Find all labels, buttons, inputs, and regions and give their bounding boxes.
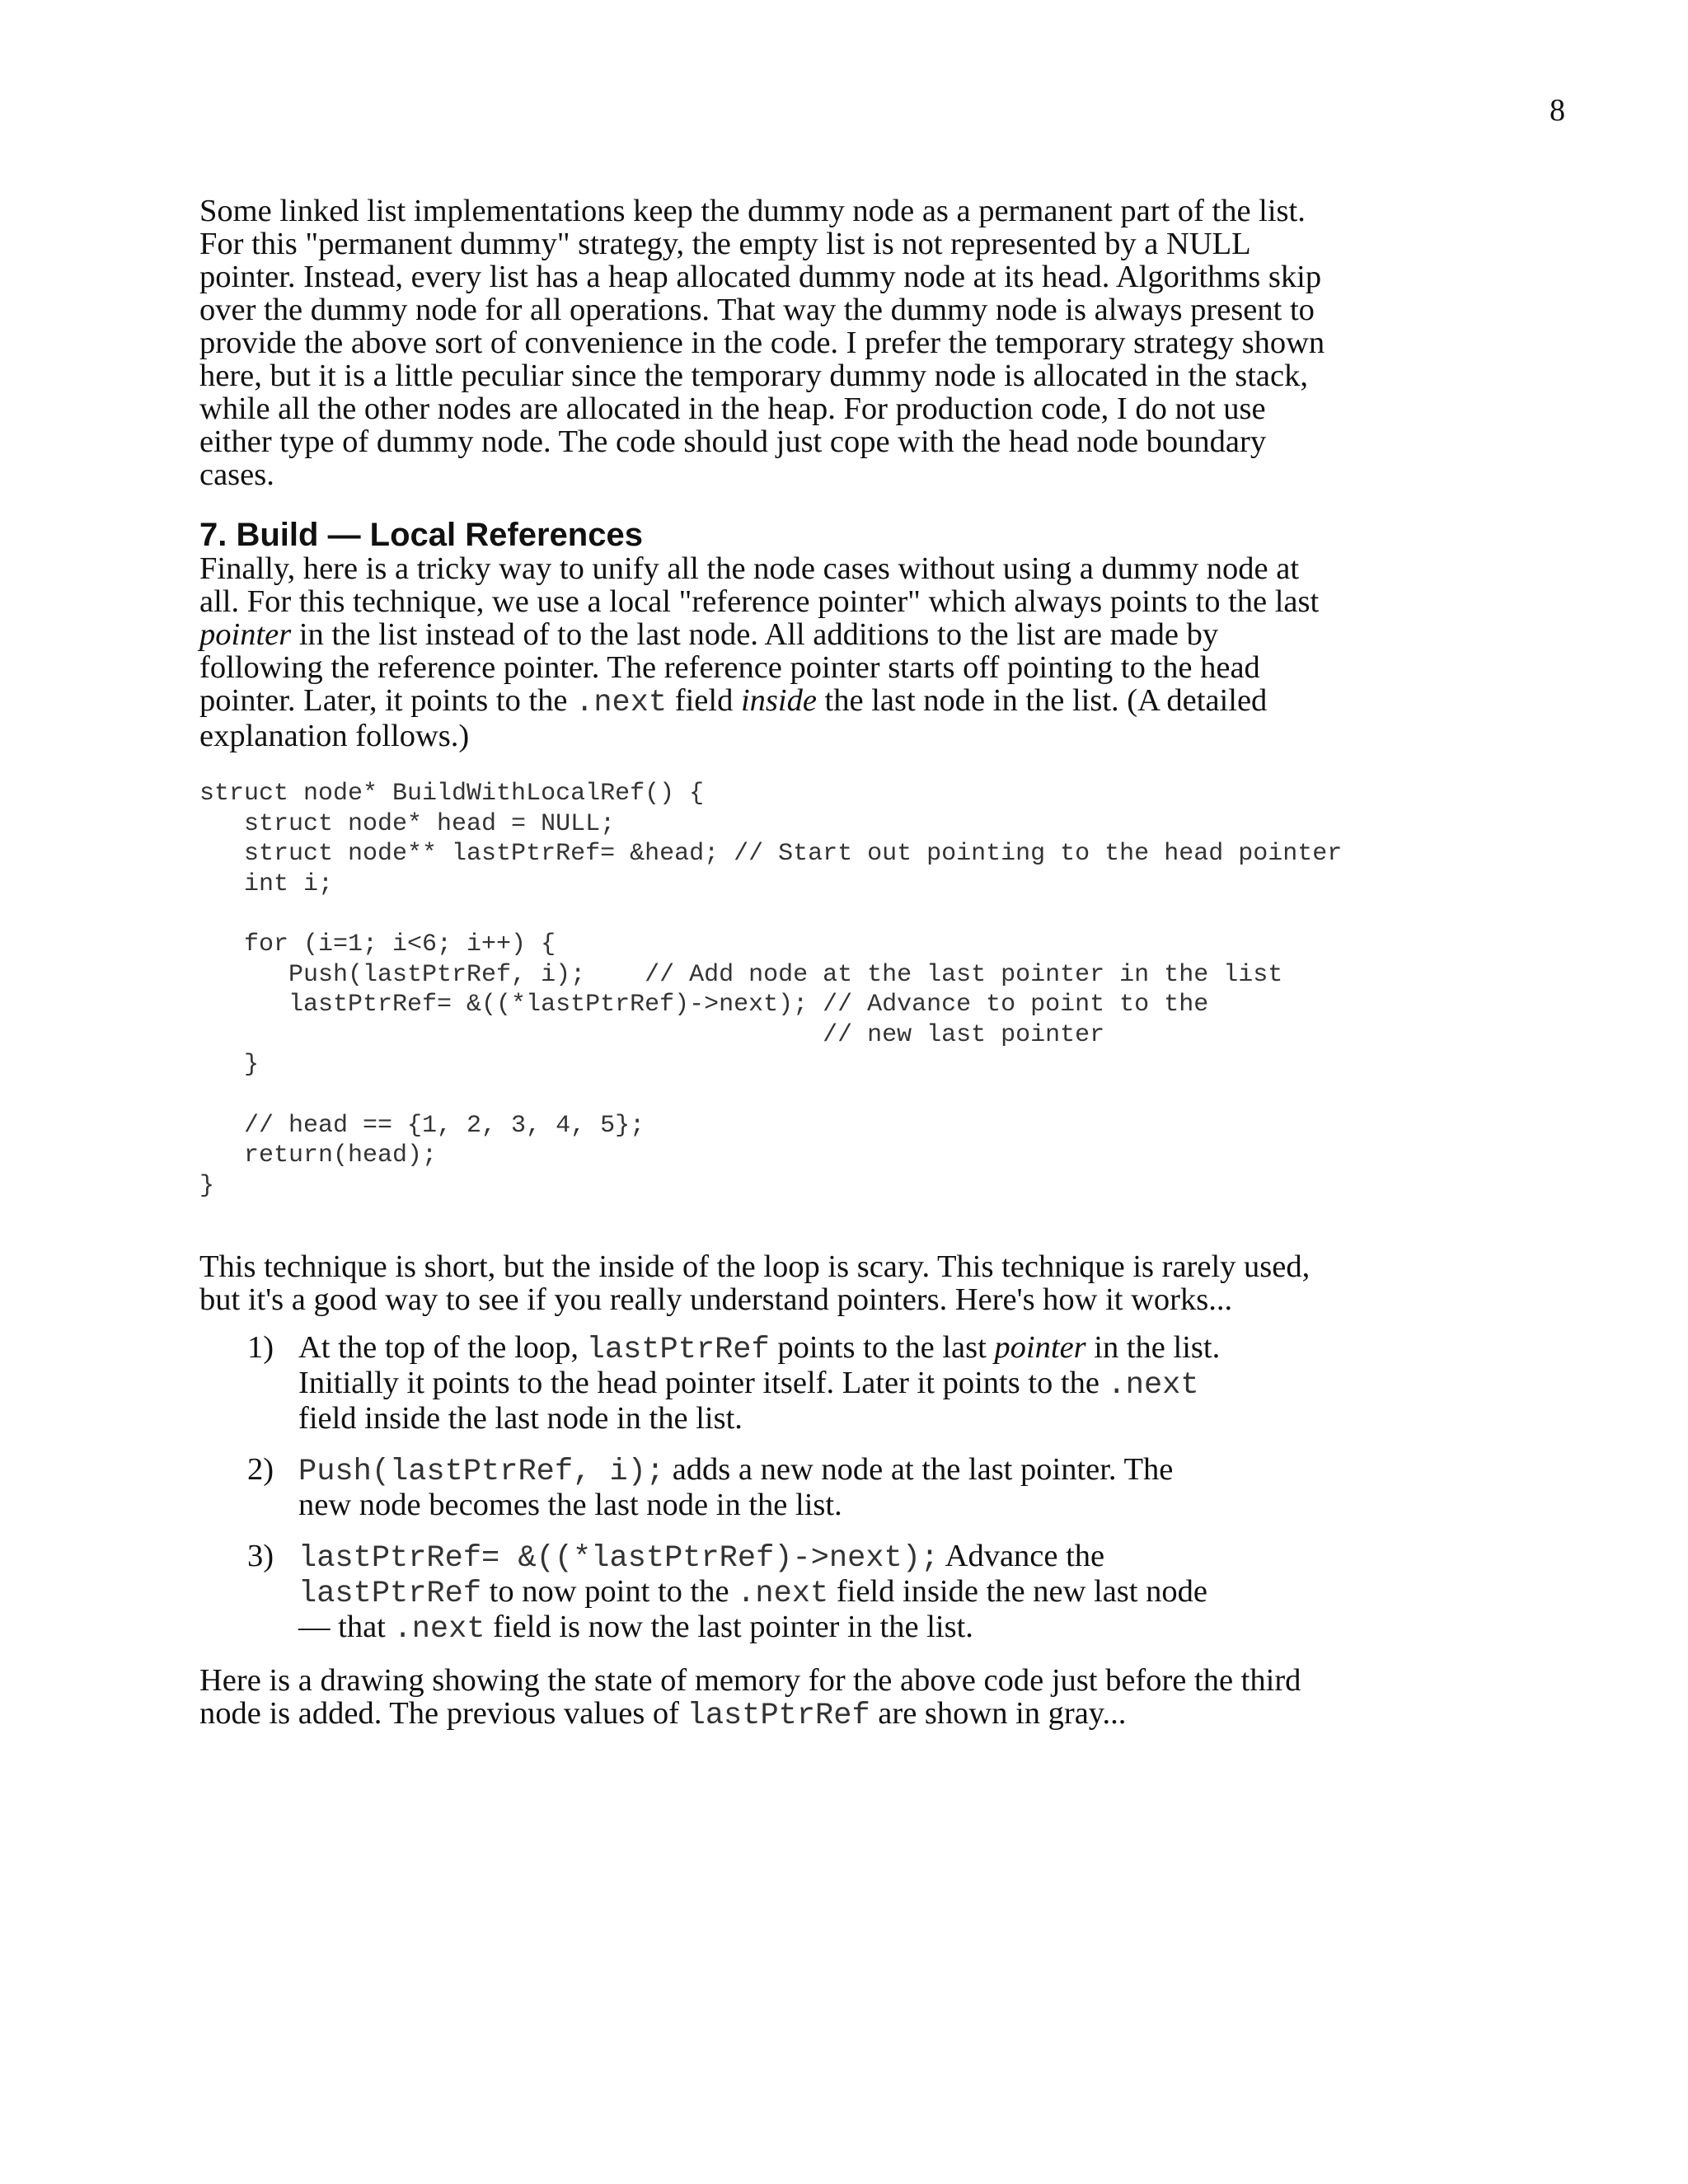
intro-line: either type of dummy node. The code should just cope with the head node boundary	[199, 424, 1267, 459]
closing-line: are shown in gray...	[870, 1696, 1127, 1732]
inline-code: .next	[393, 1612, 485, 1647]
inline-code: lastPtrRef	[586, 1333, 770, 1368]
section-line: pointer. Later, it points to the	[199, 683, 576, 718]
technique-paragraph	[199, 1250, 1485, 1316]
section-text: field	[667, 683, 741, 718]
section-paragraph	[199, 552, 1485, 752]
intro-line: Some linked list implementations keep the dummy node as a permanent part of the list.	[199, 194, 1306, 228]
step-text: field inside the last node in the list.	[298, 1401, 743, 1436]
inline-code: lastPtrRef	[298, 1577, 482, 1612]
inline-code: .next	[575, 686, 668, 720]
step-text: to now point to the	[481, 1574, 738, 1610]
step-number: 3)	[247, 1539, 274, 1574]
step-text: adds a new node at the last pointer. The	[664, 1452, 1174, 1488]
page-content	[199, 194, 1485, 1732]
section-heading: 7. Build — Local References	[199, 517, 643, 553]
page-number: 8	[1550, 93, 1565, 128]
inline-code: lastPtrRef	[687, 1699, 870, 1734]
section-line: in the list instead of to the last node. All additions to the list are made by	[291, 617, 1219, 652]
closing-paragraph	[199, 1664, 1485, 1732]
technique-line: This technique is short, but the inside of the loop is scary. This technique is rarely used,	[199, 1249, 1311, 1285]
step-text: field is now the last pointer in the list.	[485, 1610, 973, 1645]
closing-line: Here is a drawing showing the state of memory for the above code just before the third	[199, 1663, 1301, 1699]
intro-line: For this "permanent dummy" strategy, the empty list is not represented by a NULL	[199, 227, 1251, 261]
inline-code: lastPtrRef= &((*lastPtrRef)->next);	[298, 1541, 940, 1577]
code-block: struct node* BuildWithLocalRef() { struct node* head = NULL; struct node** lastPtrRef= &head; // Start out pointing to the head pointer int i; for (i=1; i<6; i++) { Push(lastPtrRef, i); // Add node at the last pointer in the list lastPtrRef= &((*lastPtrRef)->next); // Advance to point to the // new last pointer } // head == {1, 2, 3, 4, 5}; return(head); }	[199, 780, 1343, 1200]
section-line: all. For this technique, we use a local "reference pointer" which always points to the last	[199, 584, 1320, 619]
section-text: the last node in the list. (A detailed	[816, 683, 1268, 718]
step-text: Initially it points to the head pointer itself. Later it points to the	[298, 1366, 1108, 1401]
emphasis-pointer: pointer	[994, 1330, 1086, 1366]
section-line: explanation follows.)	[199, 719, 470, 753]
inline-code: .next	[737, 1577, 829, 1612]
step-text: Advance the	[939, 1539, 1105, 1574]
step-number: 1)	[247, 1330, 274, 1366]
intro-line: while all the other nodes are allocated in the heap. For production code, I do not use	[199, 391, 1266, 426]
inline-code: .next	[1107, 1368, 1199, 1404]
step-number: 2)	[247, 1452, 274, 1488]
technique-line: but it's a good way to see if you really understand pointers. Here's how it works...	[199, 1282, 1233, 1318]
section-line: Finally, here is a tricky way to unify all the node cases without using a dummy node at	[199, 551, 1300, 586]
step-text: in the list.	[1085, 1330, 1221, 1366]
step-text: new node becomes the last node in the list.	[298, 1488, 842, 1523]
list-item	[199, 1331, 1485, 1435]
intro-line: here, but it is a little peculiar since the temporary dummy node is allocated in the stack,	[199, 359, 1308, 393]
intro-line: over the dummy node for all operations. That way the dummy node is always present to	[199, 293, 1315, 327]
inline-code: Push(lastPtrRef, i);	[298, 1455, 665, 1490]
list-item	[199, 1540, 1485, 1646]
intro-line: pointer. Instead, every list has a heap allocated dummy node at its head. Algorithms skip	[199, 260, 1322, 294]
step-text: At the top of the loop,	[298, 1330, 587, 1366]
step-text: — that	[298, 1610, 394, 1645]
intro-line: cases.	[199, 457, 274, 492]
closing-line: node is added. The previous values of	[199, 1696, 687, 1732]
step-text: field inside the new last node	[828, 1574, 1207, 1610]
section-line: following the reference pointer. The reference pointer starts off pointing to the head	[199, 650, 1260, 685]
emphasis-inside: inside	[740, 683, 817, 718]
steps-list	[199, 1331, 1485, 1646]
intro-paragraph	[199, 194, 1485, 491]
list-item	[199, 1453, 1485, 1521]
intro-line: provide the above sort of convenience in the code. I prefer the temporary strategy shown	[199, 326, 1325, 360]
step-text: points to the last	[769, 1330, 995, 1366]
emphasis-pointer: pointer	[199, 617, 292, 652]
